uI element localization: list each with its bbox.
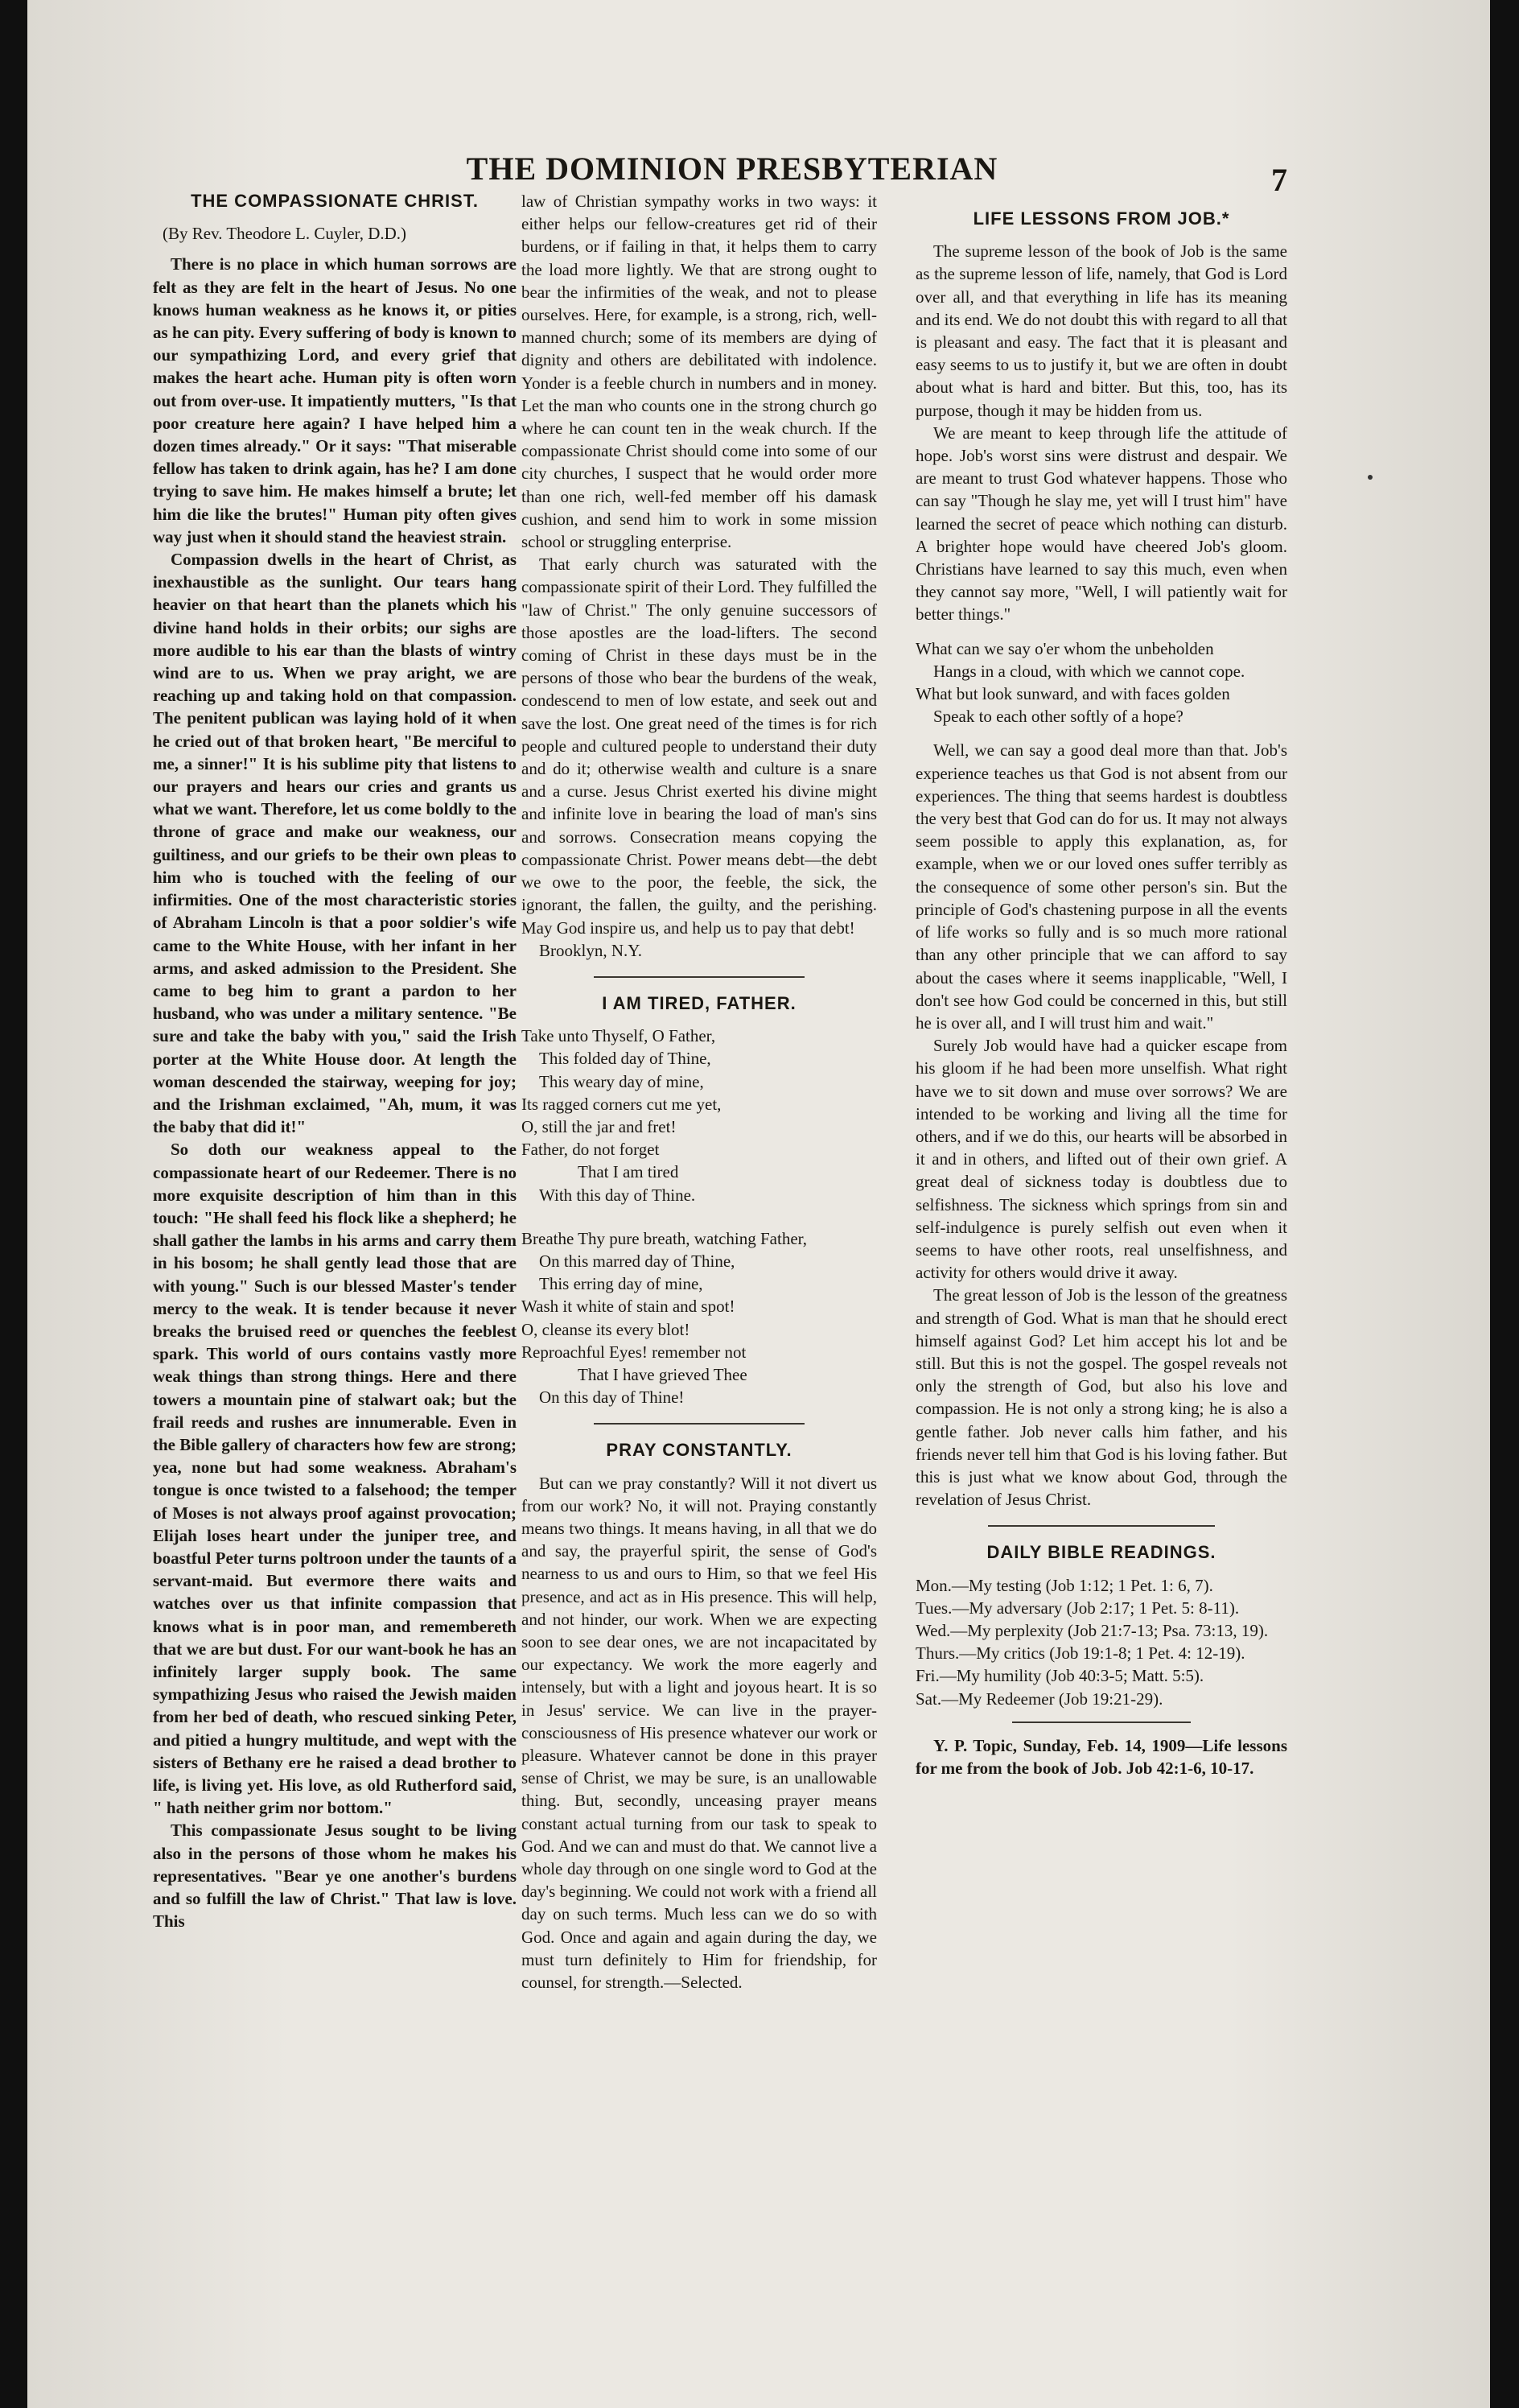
- verse-line: Speak to each other softly of a hope?: [933, 707, 1184, 727]
- reading-item: Wed.—My perplexity (Job 21:7-13; Psa. 73:13, 19).: [916, 1620, 1269, 1640]
- poem-line: That I am tired: [578, 1162, 679, 1182]
- yp-topic: Y. P. Topic, Sunday, Feb. 14, 1909—Life lessons for me from the book of Job. Job 42:1-6, 10-17.: [916, 1735, 1287, 1778]
- paragraph: So doth our weakness appeal to the compassionate heart of our Redeemer. There is no more exquisite description of him than in this touch: "He shall feed his flock like a shepherd; he shall gather the lambs in his arms and carry them in his bosom; he shall gently lead those that are with young." Such is our blessed Master's tender mercy to the weak. It is tender because it never breaks the bruised reed or quenches the feeblest spark. This world of ours contains vastly more weak things than strong things. Here and there towers a mountain pine of stalwart oak; but the frail reeds and rushes are innumerable. Even in the Bible gallery of characters how few are strong; yea, none but had some weakness. Abraham's tongue is once twisted to a falsehood; the temper of Moses is not always proof against provocation; Elijah loses heart under the juniper tree, and boastful Peter turns poltroon under the taunts of a servant-maid. But evermore there waits and watches over us that infinite compassion that knows what is in poor man, and remembereth that we are but dust. For our want-book he has an infinitely larger supply book. The same sympathizing Jesus who raised the Jewish maiden from her bed of death, who rescued sinking Peter, and pitied a hungry multitude, and wept with the sisters of Bethany ere he raised a dead brother to life, is living yet. His love, as old Rutherford said, " hath neither grim nor bottom.": [153, 1140, 517, 1818]
- article-title-pray: PRAY CONSTANTLY.: [606, 1440, 792, 1461]
- poem-line: O, cleanse its every blot!: [521, 1319, 690, 1339]
- reading-item: Mon.—My testing (Job 1:12; 1 Pet. 1: 6, 7).: [916, 1575, 1213, 1595]
- column-3: [916, 190, 1287, 1779]
- divider: [594, 976, 805, 978]
- daily-readings-list: [916, 1574, 1287, 1710]
- paragraph-continued: law of Christian sympathy works in two ways: it either helps our fellow-creatures get rid of their burdens, or if failing in that, it helps them to carry the load more lightly. We that are strong ought to bear the infirmities of the weak, and not to please ourselves. Here, for example, is a strong, rich, well-manned church; some of its members are dying of dignity and others are debilitated with indolence. Yonder is a feeble church in numbers and in money. Let the man who counts one in the strong church go where he can count ten in the weak church. If the compassionate Christ should come into some of our city churches, I suspect that he would order more than one rich, well-fed member off his damask cushion, and send him to work in some mission school or struggling enterprise.: [521, 192, 877, 552]
- article-title-compassionate: THE COMPASSIONATE CHRIST.: [191, 191, 479, 211]
- verse-quote: [916, 637, 1287, 728]
- paragraph: That early church was saturated with the compassionate spirit of their Lord. They fulfilled the "law of Christ." The only genuine successors of those apostles are the load-lifters. The second coming of Christ in these days must be in the persons of those who bear the burdens of the weak, condescend to men of low estate, and seek out and save the lost. One great need of the times is for rich people and cultured people to understand their duty and do it; otherwise wealth and culture is a snare and a curse. Jesus Christ exerted his divine might and infinite love in bearing the load of man's sins and sorrows. Consecration means copying the compassionate Christ. Power means debt—the debt we owe to the poor, the feeble, the sick, the ignorant, the fallen, the guilty, and the perishing. May God inspire us, and help us to pay that debt!: [521, 555, 877, 938]
- poem-line: Its ragged corners cut me yet,: [521, 1094, 722, 1114]
- reading-item: Thurs.—My critics (Job 19:1-8; 1 Pet. 4: 12-19).: [916, 1643, 1245, 1664]
- poem-tired-father: [521, 1025, 877, 1408]
- paragraph-closing: This compassionate Jesus sought to be living also in the persons of those whom he makes his representatives. "Bear ye one another's burdens and so fulfill the law of Christ." That law is love. This: [153, 1820, 517, 1932]
- paragraph: We are meant to keep through life the attitude of hope. Job's worst sins were distrust and despair. We are meant to trust God whatever happens. Those who can say "Though he slay me, yet will I trust him" have learned the secret of peace which nothing can disturb. A brighter hope would have cheered Job's gloom. Christians have learned to say this much, even when they cannot say more, "Well, I will patiently wait for better things.": [916, 423, 1287, 625]
- poem-line: On this day of Thine!: [539, 1387, 685, 1408]
- verse-line: What can we say o'er whom the unbeholden: [916, 638, 1214, 658]
- poem-line: Reproachful Eyes! remember not: [521, 1342, 747, 1362]
- divider: [594, 1423, 805, 1425]
- poem-line: Breathe Thy pure breath, watching Father,: [521, 1228, 808, 1248]
- scan-border-left: [0, 0, 27, 2408]
- poem-line: This folded day of Thine,: [539, 1049, 711, 1069]
- divider: [988, 1525, 1215, 1527]
- paragraph: Compassion dwells in the heart of Christ, as inexhaustible as the sunlight. Our tears hang heavier on that heart than the planets which his divine hand holds in their orbits; our sighs are more audible to his ear than the blasts of wintry wind are to us. When we pray aright, we are reaching up and taking hold on that compassion. The penitent publican was laying hold of it when he cried out of that broken heart, "Be merciful to me, a sinner!" It is his sublime pity that listens to our prayers and hears our cries and grants us what we want. Therefore, let us come boldly to the throne of grace and make our weakness, our guiltiness, and our griefs to be their own pleas to him who is touched with the feeling of our infirmities. One of the most characteristic stories of Abraham Lincoln is that a poor soldier's wife came to the White House, with her infant in her arms, and asked admission to the President. She came to beg him to grant a pardon to her husband, who was under a military sentence. "Be sure and take the baby with you," said the Irish porter at the White House door. At length the woman descended the stairway, weeping for joy; and the Irishman exclaimed, "Ah, mum, it was the baby that did it!": [153, 550, 517, 1137]
- daily-readings-title: DAILY BIBLE READINGS.: [986, 1542, 1216, 1563]
- article-location: Brooklyn, N.Y.: [539, 940, 642, 960]
- divider: [1012, 1721, 1191, 1723]
- column-2: [521, 190, 877, 1994]
- reading-item: Fri.—My humility (Job 40:3-5; Matt. 5:5).: [916, 1666, 1204, 1686]
- article-title-job: LIFE LESSONS FROM JOB.*: [973, 208, 1230, 229]
- reading-item: Sat.—My Redeemer (Job 19:21-29).: [916, 1688, 1163, 1709]
- paragraph: There is no place in which human sorrows are felt as they are felt in the heart of Jesus. No one knows human weakness as he knows it, or pities as he can pity. Every suffering of body is known to our sympathizing Lord, and every grief that makes the heart ache. Human pity is often worn out from over-use. It impatiently mutters, "Is that poor creature here again? I have helped him a dozen times already." Or it says: "That miserable fellow has taken to drink again, has he? I am done trying to save him. He makes himself a brute; let him die like the brutes!" Human pity often gives way just when it should stand the heaviest strain.: [153, 254, 517, 546]
- poem-line: That I have grieved Thee: [578, 1364, 747, 1384]
- poem-line: With this day of Thine.: [539, 1185, 696, 1205]
- reading-item: Tues.—My adversary (Job 2:17; 1 Pet. 5: 8-11).: [916, 1598, 1240, 1618]
- page-number: 7: [1271, 162, 1287, 198]
- paragraph: The supreme lesson of the book of Job is the same as the supreme lesson of life, namely, that God is Lord over all, and that everything in life has its meaning and its end. We do not doubt this with regard to all that is pleasant and easy. The fact that it is pleasant and easy seems to us to justify it, but we are often in doubt about what is hard and bitter. But this, too, has its purpose, though it may be hidden from us.: [916, 241, 1287, 420]
- column-1: [153, 190, 517, 1932]
- poem-line: This weary day of mine,: [539, 1071, 704, 1091]
- article-byline: (By Rev. Theodore L. Cuyler, D.D.): [163, 224, 407, 244]
- paragraph: Surely Job would have had a quicker escape from his gloom if he had been more unselfish. What right have we to sit down and muse over sorrows? We are intended to be working and living all the time for others, and if we do this, our hearts will be absorbed in it and in others, and lifted out of their own grief. A great deal of sickness today is doubtless due to selfishness. The sickness which springs from sin and self-indulgence is purely selfish out even when it seems to have other roots, real unselfishness, and activity for others would drive it away.: [916, 1036, 1287, 1283]
- paragraph: But can we pray constantly? Will it not divert us from our work? No, it will not. Praying constantly means two things. It means having, in all that we do and say, the prayerful spirit, the sense of God's nearness to us and ours to Him, so that we feel His presence, and act as in His presence. This will help, and not hinder, our work. When we are expecting soon to see dear ones, we are not incapacitated by our expectancy. We work the more eagerly and intensely, but with a light and joyous heart. It is so in Jesus' service. We can live in the prayer-consciousness of His presence whatever our work or pleasure. Whatever cannot be done in this prayer sense of Christ, we may be sure, is an unallowable thing. But, secondly, unceasing prayer means constant actual turning from our task to speak to God. And we can and must do that. We cannot live a whole day through on one single word to God at the day's beginning. We could not work with a friend all day on such terms. Much less can we do so with God. Once and again and again during the day, we must turn definitely to Him for friendship, for counsel, for strength.—Selected.: [521, 1473, 877, 1993]
- verse-line: Hangs in a cloud, with which we cannot cope.: [933, 661, 1245, 681]
- poem-line: Father, do not forget: [521, 1140, 660, 1160]
- verse-line: What but look sunward, and with faces golden: [916, 684, 1230, 704]
- poem-line: On this marred day of Thine,: [539, 1251, 735, 1271]
- poem-line: O, still the jar and fret!: [521, 1116, 677, 1136]
- poem-line: Take unto Thyself, O Father,: [521, 1026, 716, 1046]
- masthead: THE DOMINION PRESBYTERIAN: [466, 150, 998, 187]
- ink-spot: [1368, 475, 1373, 480]
- scan-border-right: [1490, 0, 1519, 2408]
- paragraph: The great lesson of Job is the lesson of the greatness and strength of God. What is man that he should erect himself against God? Let him accept his lot and be still. But this is not the gospel. The gospel reveals not only the strength of God, but also his love and compassion. He is not only a strong king; he is also a gentle father. Job never calls him father, and his friends never tell him that God is his loving father. But this is just what we know about God, through the revelation of Jesus Christ.: [916, 1285, 1287, 1510]
- paragraph: Well, we can say a good deal more than that. Job's experience teaches us that God is not absent from our experiences. The thing that seems hardest is doubtless the very best that God can do for us. It may not always seem possible to apply this explanation, as, for example, when we or our loved ones suffer terribly as the consequence of some other person's sin. But the principle of God's chastening purpose in all the events of life works so fully and is so much more rational than any other principle that we can afford to say about the cases where it seems inapplicable, "Well, I don't see how God could be concerned in this, but still he is over all, and I will trust him and wait.": [916, 740, 1287, 1033]
- poem-line: Wash it white of stain and spot!: [521, 1297, 735, 1317]
- poem-line: This erring day of mine,: [539, 1274, 703, 1294]
- poem-title: I AM TIRED, FATHER.: [602, 992, 797, 1013]
